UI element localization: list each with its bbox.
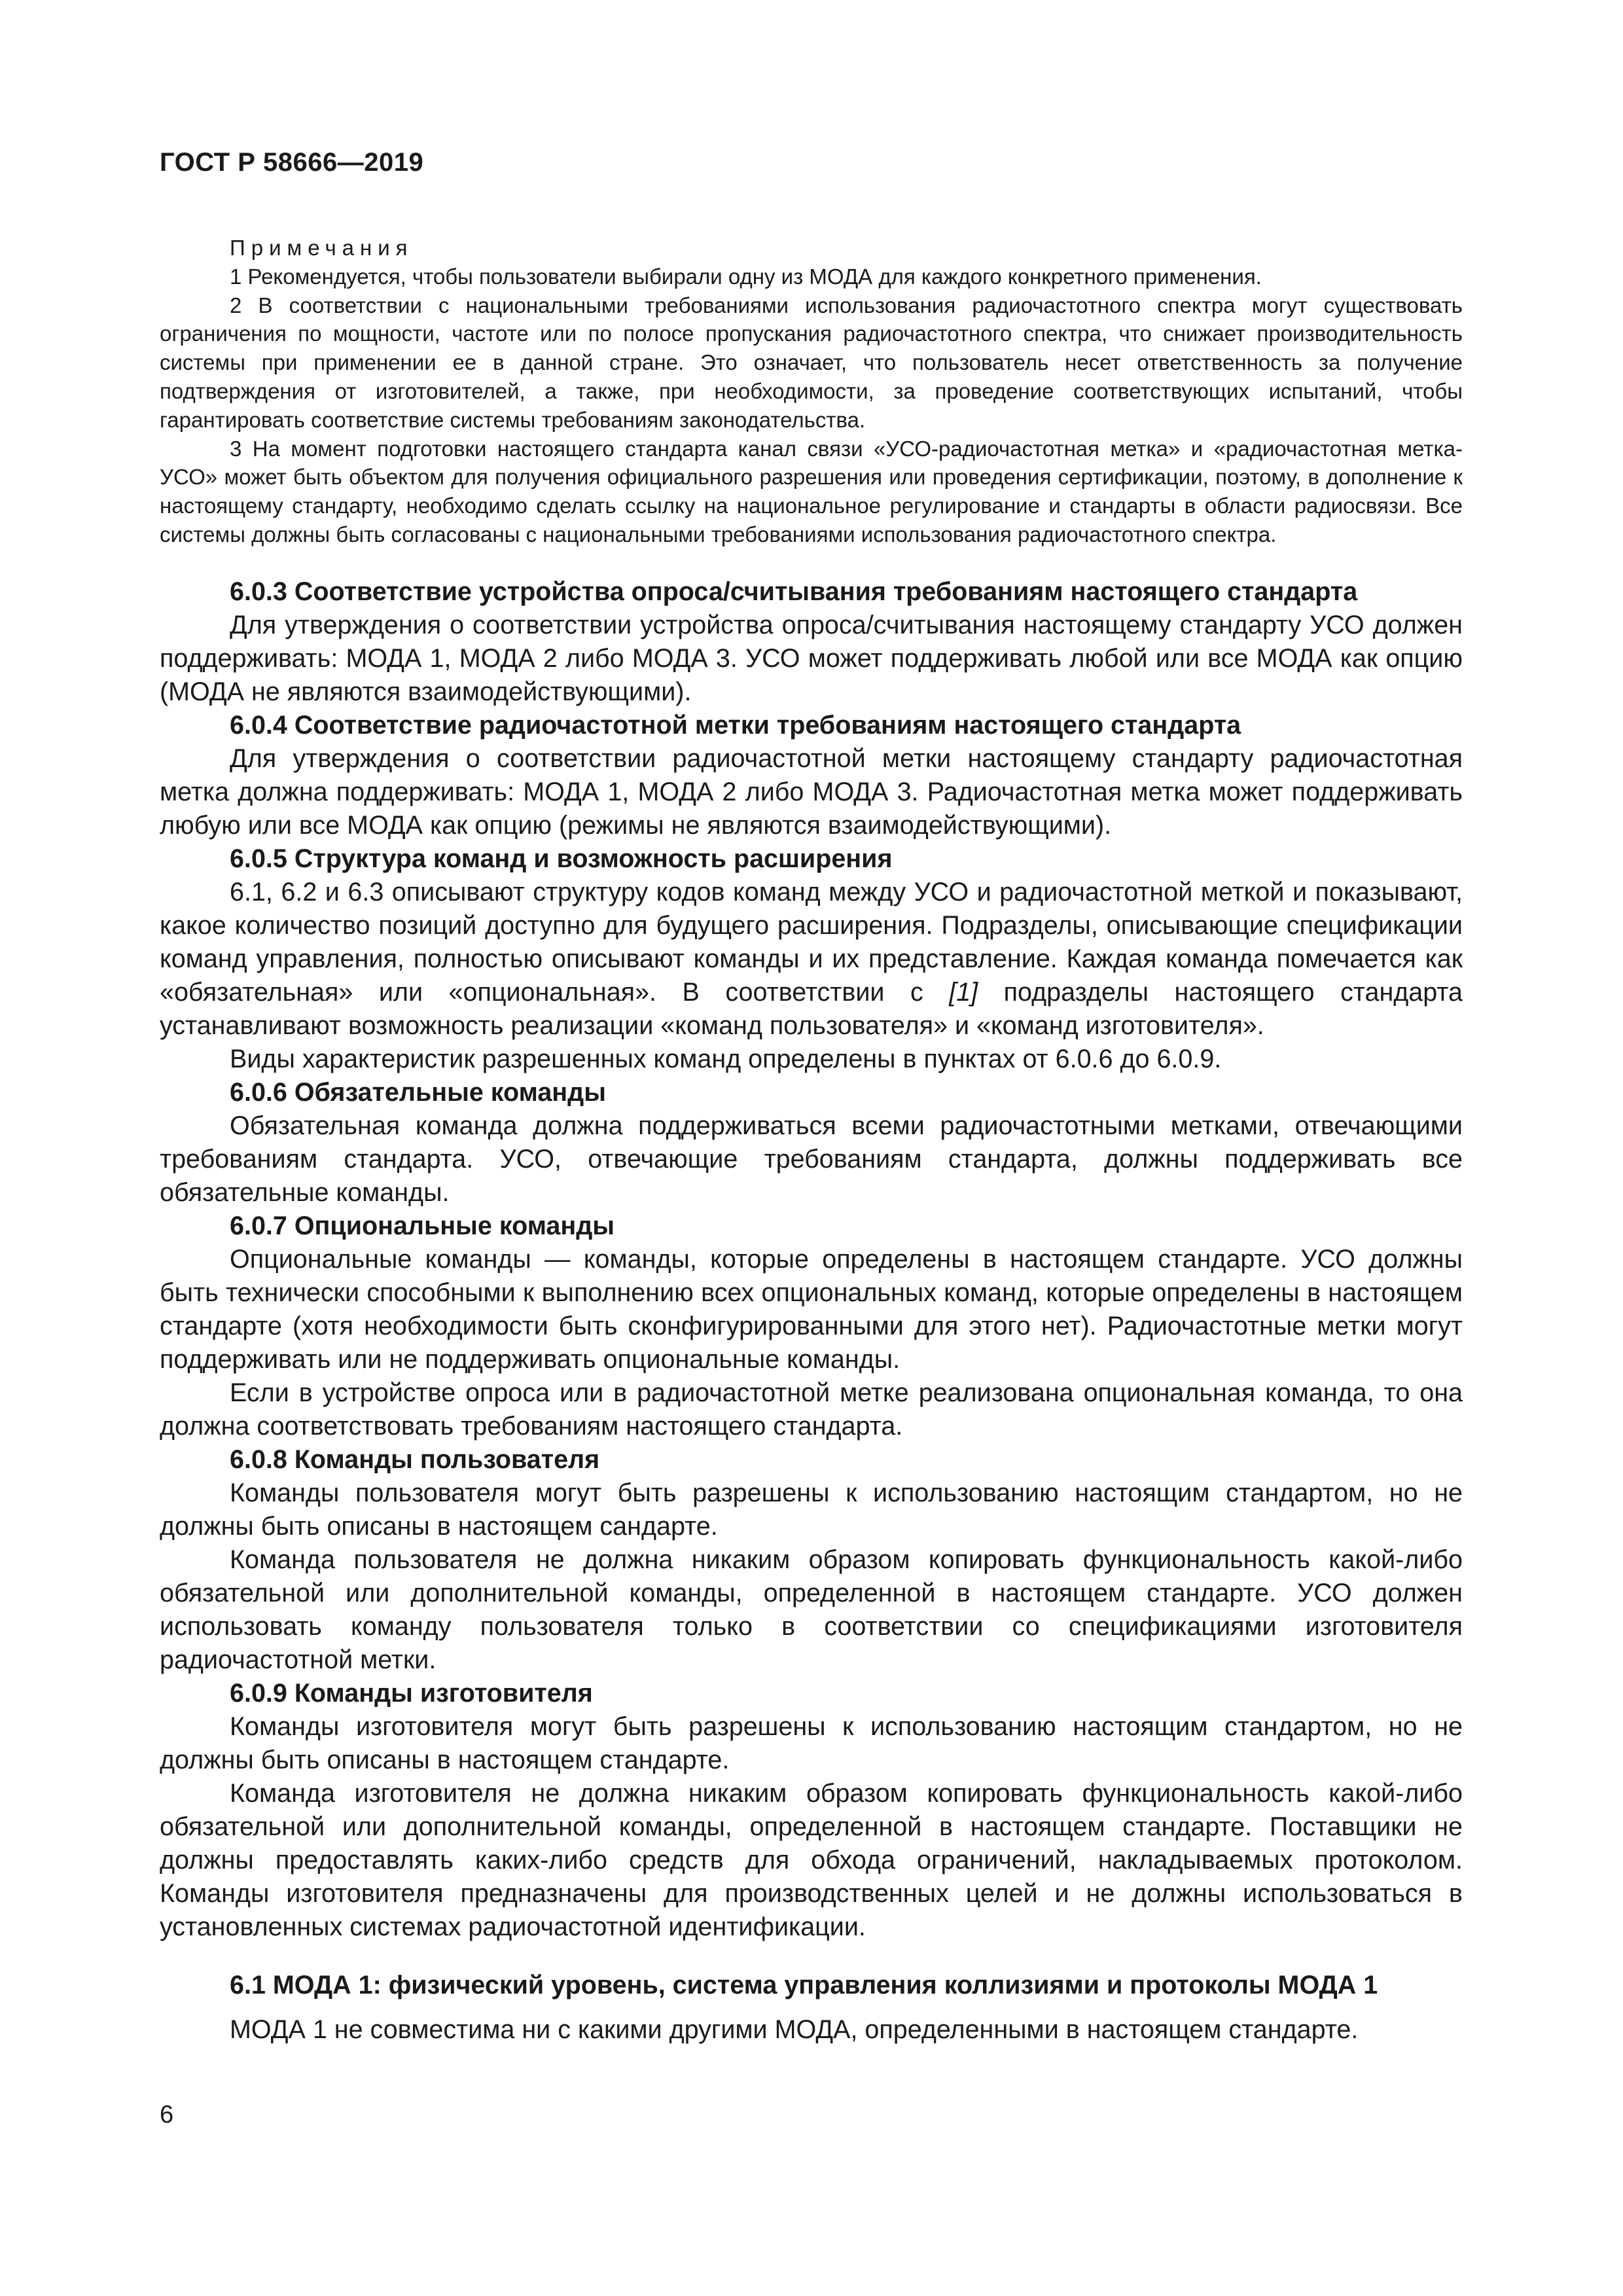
- paragraph-6-0-9-b: Команда изготовителя не должна никаким образом копировать функциональность какой-либо обязательной или дополнительной команды, определенной в настоящем стандарте. Поставщики не должны предоставлять каких-либо средств для обхода ограничений, накладываемых протоколом. Команды изготовителя предназначены для производственных целей и не должны использоваться в установленных системах радиочастотной идентификации.: [160, 1778, 1463, 1941]
- heading-6-0-6: 6.0.6 Обязательные команды: [230, 1077, 606, 1107]
- document-header: ГОСТ Р 58666—2019: [160, 148, 424, 177]
- paragraph-6-0-7-b: Если в устройстве опроса или в радиочастотной метке реализована опциональная команда, то она должна соответствовать требованиям настоящего стандарта.: [160, 1378, 1463, 1441]
- notes-title: Примечания: [230, 236, 414, 260]
- note-2: 2 В соответствии с национальными требованиями использования радиочастотного спектра могут существовать ограничения по мощности, частоте или по полосе пропускания радиочастотного спектра, что снижает производительность системы при применении ее в данной стране. Это означает, что пользователь несет ответственность за получение подтверждения от изготовителей, а также, при необходимости, за проведение соответствующих испытаний, чтобы гарантировать соответствие системы требованиям законодательства.: [160, 293, 1463, 432]
- heading-6-0-9: 6.0.9 Команды изготовителя: [230, 1678, 593, 1708]
- heading-6-0-7: 6.0.7 Опциональные команды: [230, 1211, 615, 1240]
- heading-6-0-4: 6.0.4 Соответствие радиочастотной метки требованиям настоящего стандарта: [230, 710, 1241, 740]
- paragraph-6-0-5-b: Виды характеристик разрешенных команд определены в пунктах от 6.0.6 до 6.0.9.: [230, 1044, 1222, 1073]
- notes-block: [160, 234, 1463, 549]
- paragraph-6-0-7-a: Опциональные команды — команды, которые определены в настоящем стандарте. УСО должны быть технически способными к выполнению всех опциональных команд, которые определены в настоящем стандарте (хотя необходимости быть сконфигурированными для этого нет). Радиочастотные метки могут поддерживать или не поддерживать опциональные команды.: [160, 1244, 1463, 1374]
- paragraph-6-0-3: Для утверждения о соответствии устройства опроса/считывания настоящему стандарту УСО должен поддерживать: МОДА 1, МОДА 2 либо МОДА 3. УСО может поддерживать любой или все МОДА как опцию (МОДА не являются взаимодействующими).: [160, 610, 1463, 706]
- paragraph-6-0-8-a: Команды пользователя могут быть разрешены к использованию настоящим стандартом, но не должны быть описаны в настоящем сандарте.: [160, 1478, 1463, 1541]
- heading-6-1: 6.1 МОДА 1: физический уровень, система управления коллизиями и протоколы МОДА 1: [230, 1970, 1378, 2000]
- main-text: [160, 575, 1463, 2047]
- note-1: 1 Рекомендуется, чтобы пользователи выбирали одну из МОДА для каждого конкретного применения.: [230, 264, 1262, 289]
- text-run: 6.1, 6.2 и 6.3 описывают структуру кодов команд между УСО и радиочастотной меткой и показывают, какое количество позиций доступно для будущего расширения. Подразделы, описывающие спецификации команд управления, полностью описывают команды и их представление. Каждая команда помечается как «обязательная» или «опциональная». В соответствии с: [160, 877, 1463, 1007]
- heading-6-0-3: 6.0.3 Соответствие устройства опроса/считывания требованиям настоящего стандарта: [230, 577, 1358, 606]
- heading-6-0-8: 6.0.8 Команды пользователя: [230, 1444, 600, 1474]
- bibliography-reference: [1]: [949, 977, 978, 1007]
- page-number: 6: [160, 2101, 174, 2128]
- paragraph-6-0-9-a: Команды изготовителя могут быть разрешены к использованию настоящим стандартом, но не должны быть описаны в настоящем стандарте.: [160, 1712, 1463, 1774]
- text-run: подразделы настоящего стандарта устанавливают возможность реализации «команд пользователя» и «команд изготовителя».: [160, 977, 1463, 1040]
- heading-6-0-5: 6.0.5 Структура команд и возможность расширения: [230, 844, 893, 873]
- paragraph-6-0-8-b: Команда пользователя не должна никаким образом копировать функциональность какой-либо обязательной или дополнительной команды, определенной в настоящем стандарте. УСО должен использовать команду пользователя только в соответствии со спецификациями изготовителя радиочастотной метки.: [160, 1545, 1463, 1674]
- paragraph-6-0-4: Для утверждения о соответствии радиочастотной метки настоящему стандарту радиочастотная метка должна поддерживать: МОДА 1, МОДА 2 либо МОДА 3. Радиочастотная метка может поддерживать любую или все МОДА как опцию (режимы не являются взаимодействующими).: [160, 744, 1463, 840]
- note-3: 3 На момент подготовки настоящего стандарта канал связи «УСО-радиочастотная метка» и «радиочастотная метка-УСО» может быть объектом для получения официального разрешения или проведения сертификации, поэтому, в дополнение к настоящему стандарту, необходимо сделать ссылку на национальное регулирование и стандарты в области радиосвязи. Все системы должны быть согласованы с национальными требованиями использования радиочастотного спектра.: [160, 436, 1463, 547]
- paragraph-6-0-6: Обязательная команда должна поддерживаться всеми радиочастотными метками, отвечающими требованиям стандарта. УСО, отвечающие требованиям стандарта, должны поддерживать все обязательные команды.: [160, 1111, 1463, 1207]
- paragraph-6-1: МОДА 1 не совместима ни с какими другими МОДА, определенными в настоящем стандарте.: [230, 2015, 1359, 2044]
- paragraph-6-0-5-a: [160, 876, 1463, 1043]
